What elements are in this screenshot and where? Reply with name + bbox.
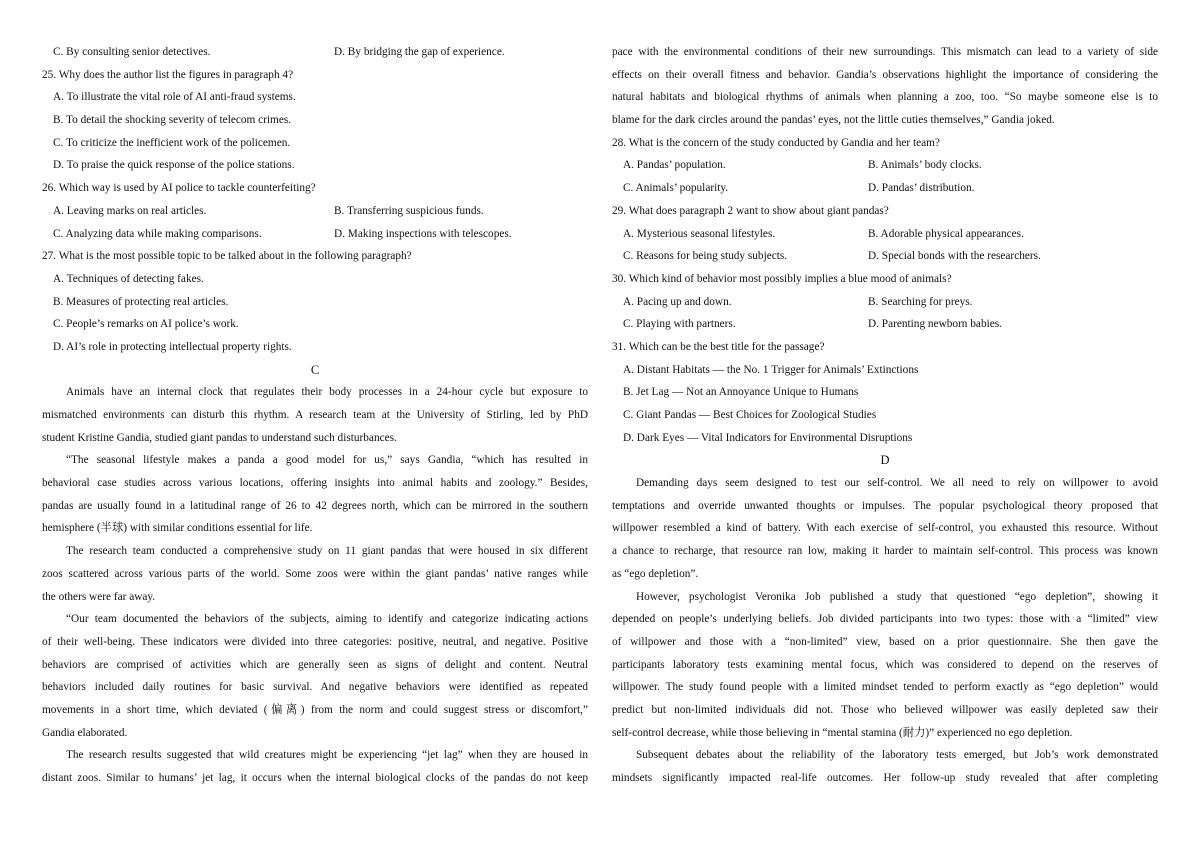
paragraph-line: willpower resembled a kind of battery. With each exercise of self-control, you exhausted this resource. Without	[612, 522, 1158, 535]
paragraph-line: a chance to recharge, that resource ran low, making it harder to maintain self-control. This process was known	[612, 545, 1158, 558]
paragraph-line: distant zoos. Similar to humans’ jet lag, it occurs when the internal biological clocks of the pandas do not keep	[42, 772, 588, 784]
section-d-heading: D	[880, 453, 890, 468]
q30-option-d[interactable]: D. Parenting newborn babies.	[868, 318, 1002, 331]
paragraph-line: Subsequent debates about the reliability of the laboratory tests emerged, but Job’s work demonstrated	[636, 749, 1158, 762]
paragraph-8	[612, 586, 1158, 745]
paragraph-line: Gandia elaborated.	[42, 726, 128, 739]
paragraph-line: pace with the environmental conditions of their new surroundings. This mismatch can lead to a variety of side	[612, 46, 1158, 58]
q27-option-c[interactable]: C. People’s remarks on AI police’s work.	[53, 318, 239, 331]
paragraph-line: willpower. The study found people with a limited mindset tended to perform exactly as “ego depletion” would	[612, 681, 1158, 694]
paragraph-line: blame for the dark circles around the pandas’ eyes, not the little cuties themselves,” Gandia joked.	[612, 114, 1055, 127]
paragraph-9	[612, 744, 1158, 789]
q28-option-b[interactable]: B. Animals’ body clocks.	[868, 159, 982, 172]
paragraph-line: behaviors are comprised of activities which are generally seen as signs of delight and content. Neutral	[42, 658, 588, 671]
q25-option-c[interactable]: C. To criticize the inefficient work of the policemen.	[53, 136, 291, 149]
paragraph-line: zoos scattered across various parts of the world. Some zoos were within the giant pandas’ native ranges while	[42, 567, 588, 580]
paragraph-line: depended on people’s underlying beliefs. Job divided participants into two types: those with a “limited” view	[612, 613, 1158, 626]
q28-option-a[interactable]: A. Pandas’ population.	[623, 159, 726, 172]
paragraph-line: as “ego depletion”.	[612, 567, 699, 580]
paragraph-line: “Our team documented the behaviors of the subjects, aiming to identify and categorize indicating actions	[66, 613, 588, 626]
paragraph-line: natural habitats and biological rhythms of animals when planning a zoo, too. “So maybe someone else is to	[612, 91, 1158, 104]
q31-stem: 31. Which can be the best title for the passage?	[612, 340, 825, 353]
right-column	[612, 41, 1158, 790]
q31-option-a[interactable]: A. Distant Habitats — the No. 1 Trigger for Animals’ Extinctions	[623, 363, 919, 376]
q30-options-cd	[612, 313, 1158, 336]
paragraph-line: of willpower and those with a “non-limited” view, based on a prior questionnaire. She then gave the	[612, 635, 1158, 648]
q26-option-d[interactable]: D. Making inspections with telescopes.	[334, 227, 512, 240]
q29-option-d[interactable]: D. Special bonds with the researchers.	[868, 250, 1041, 263]
q25-option-b[interactable]: B. To detail the shocking severity of telecom crimes.	[53, 114, 292, 127]
paragraph-line: behavioral case studies across various locations, offering insights into animal habits and zoology.” Besides,	[42, 477, 588, 490]
q26-stem: 26. Which way is used by AI police to tackle counterfeiting?	[42, 182, 316, 195]
paragraph-line: Animals have an internal clock that regulates their body processes in a 24-hour cycle but exposure to	[66, 386, 588, 399]
q28-options-cd	[612, 177, 1158, 200]
paragraph-line: mindsets significantly impacted real-life outcomes. Her follow-up study revealed that after completing	[612, 772, 1158, 784]
q26-option-b[interactable]: B. Transferring suspicious funds.	[334, 204, 484, 217]
paragraph-line: However, psychologist Veronika Job published a study that questioned “ego depletion”, showing it	[636, 590, 1158, 603]
paragraph-4	[42, 608, 588, 744]
q29-stem: 29. What does paragraph 2 want to show about giant pandas?	[612, 204, 889, 217]
q29-options-cd	[612, 245, 1158, 268]
q25-option-a[interactable]: A. To illustrate the vital role of AI anti-fraud systems.	[53, 91, 296, 104]
q28-stem: 28. What is the concern of the study conducted by Gandia and her team?	[612, 136, 940, 149]
paragraph-line: behaviors included daily routines for basic survival. And negative behaviors were identified as repeated	[42, 681, 588, 694]
q27-option-b[interactable]: B. Measures of protecting real articles.	[53, 295, 229, 308]
q31-option-d[interactable]: D. Dark Eyes — Vital Indicators for Environmental Disruptions	[623, 431, 913, 444]
paragraph-line: temptations and override unwanted thoughts or impulses. The popular psychological theory proposed that	[612, 499, 1158, 512]
paragraph-line: pandas are usually found in a latitudinal range of 26 to 42 degrees north, which can be mirrored in the southern	[42, 499, 588, 512]
paragraph-line: The research team conducted a comprehensive study on 11 giant pandas that were housed in six different	[66, 545, 588, 558]
paragraph-line: mismatched environments can disturb this rhythm. A research team at the University of Stirling, led by PhD	[42, 409, 588, 421]
paragraph-line: student Kristine Gandia, studied giant pandas to understand such disturbances.	[42, 431, 397, 444]
paragraph-7	[612, 472, 1158, 585]
left-column	[42, 41, 588, 790]
paragraph-5	[42, 744, 588, 789]
q30-option-b[interactable]: B. Searching for preys.	[868, 295, 973, 308]
q29-option-b[interactable]: B. Adorable physical appearances.	[868, 227, 1024, 240]
q26-option-a[interactable]: A. Leaving marks on real articles.	[53, 204, 207, 217]
q25-option-d[interactable]: D. To praise the quick response of the police stations.	[53, 159, 295, 172]
paragraph-line: Demanding days seem designed to test our self-control. We all need to rely on willpower to avoid	[636, 477, 1158, 490]
q27-option-a[interactable]: A. Techniques of detecting fakes.	[53, 272, 204, 285]
q27-stem: 27. What is the most possible topic to be talked about in the following paragraph?	[42, 250, 412, 263]
q28-option-d[interactable]: D. Pandas’ distribution.	[868, 182, 975, 195]
q30-option-a[interactable]: A. Pacing up and down.	[623, 295, 732, 308]
q28-options-ab	[612, 154, 1158, 177]
paragraph-line: self-control decrease, while those believing in “mental stamina (耐力)” experienced no ego depletion.	[612, 726, 1073, 739]
paragraph-line: participants laboratory tests examining mental focus, which was considered to depend on the reserves of	[612, 658, 1158, 671]
q29-option-c[interactable]: C. Reasons for being study subjects.	[623, 250, 788, 263]
paragraph-line: of their well-being. These indicators were divided into three categories: positive, neutral, and negative. Positive	[42, 635, 588, 648]
q29-options-ab	[612, 223, 1158, 246]
section-c-heading: C	[310, 362, 320, 377]
paragraph-line: effects on their overall fitness and behavior. Gandia’s observations highlight the importance of considering the	[612, 68, 1158, 81]
paragraph-2	[42, 449, 588, 540]
paragraph-1	[42, 381, 588, 449]
paragraph-line: The research results suggested that wild creatures might be experiencing “jet lag” when they are housed in	[66, 749, 588, 762]
q31-option-b[interactable]: B. Jet Lag — Not an Annoyance Unique to Humans	[623, 386, 859, 399]
q26-options-cd	[42, 223, 588, 246]
paragraph-line: predict but non-limited individuals did not. Those who believed willpower was easily depleted saw their	[612, 703, 1158, 716]
q26-option-c[interactable]: C. Analyzing data while making comparisons.	[53, 227, 262, 240]
q29-option-a[interactable]: A. Mysterious seasonal lifestyles.	[623, 227, 776, 240]
paragraph-3	[42, 540, 588, 608]
q28-option-c[interactable]: C. Animals’ popularity.	[623, 182, 729, 195]
paragraph-line: hemisphere (半球) with similar conditions essential for life.	[42, 522, 313, 535]
q30-option-c[interactable]: C. Playing with partners.	[623, 318, 736, 331]
q30-options-ab	[612, 291, 1158, 314]
q24-option-c[interactable]: C. By consulting senior detectives.	[53, 46, 211, 58]
q27-option-d[interactable]: D. AI’s role in protecting intellectual property rights.	[53, 340, 292, 353]
q24-options-cd	[42, 41, 588, 64]
paragraph-6	[612, 41, 1158, 132]
paragraph-line: movements in a short time, which deviated (偏离) from the norm and could suggest stress or discomfort,”	[42, 703, 588, 716]
q24-option-d[interactable]: D. By bridging the gap of experience.	[334, 46, 505, 58]
q31-option-c[interactable]: C. Giant Pandas — Best Choices for Zoological Studies	[623, 409, 877, 421]
q26-options-ab	[42, 200, 588, 223]
paragraph-line: the others were far away.	[42, 590, 156, 603]
paragraph-line: “The seasonal lifestyle makes a panda a good model for us,” says Gandia, “which has resulted in	[66, 454, 588, 467]
q25-stem: 25. Why does the author list the figures in paragraph 4?	[42, 68, 294, 81]
q30-stem: 30. Which kind of behavior most possibly implies a blue mood of animals?	[612, 272, 952, 285]
